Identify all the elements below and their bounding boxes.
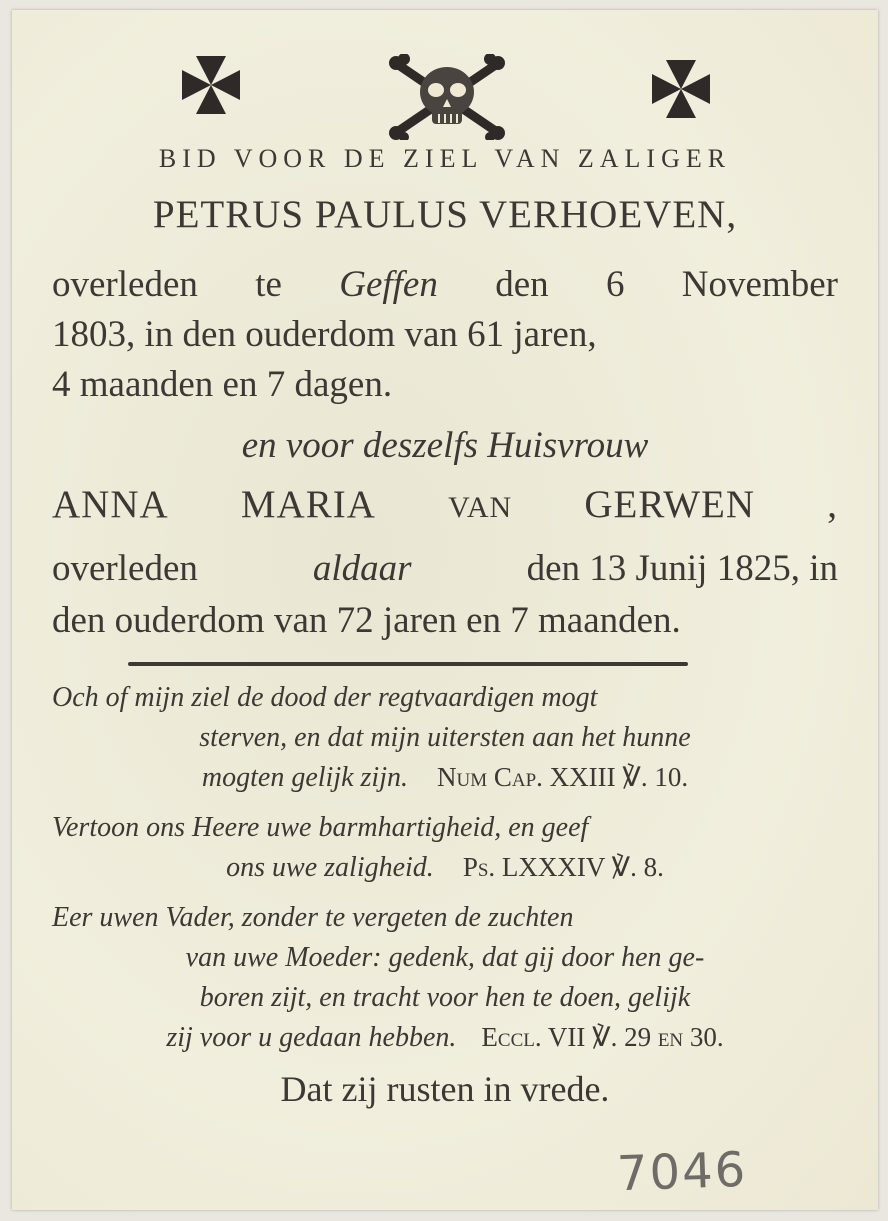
verse-3-reference: Eccl. VII ℣. 29 en 30. [481,1022,724,1052]
place-geffen: Geffen [339,264,438,305]
verse-3-line-4: zij voor u gedaan hebben. Eccl. VII ℣. 29 en 30. [166,1022,724,1053]
verse-1-line-3: mogten gelijk zijn. Num Cap. XXIII ℣. 10. [201,762,689,793]
verse-1-line-2: sterven, en dat mijn uitersten aan het hunne [199,722,691,753]
verse-3-line-2: van uwe Moeder: gedenk, dat gij door hen ge- [185,942,705,973]
verse-3-line-3: boren zijt, en tracht voor hen te doen, gelijk [199,982,691,1013]
cross-pattee-right-icon [648,56,714,122]
death-details-line-3: 4 maanden en 7 dagen. [52,364,393,405]
death-details-line-1 [52,263,838,306]
spouse-death-line-1: overleden aldaar den 13 Junij 1825, in [52,548,838,589]
word-den: den [495,264,549,305]
word-overleden: overleden [52,264,198,305]
death-details-line-2: 1803, in den ouderdom van 61 jaren, [52,314,597,355]
devotional-card [12,10,878,1210]
word-te: te [255,264,282,305]
verse-2-line-1: Vertoon ons Heere uwe barmhartigheid, en geef [52,812,589,843]
verse-2-reference: Ps. LXXXIV ℣. 8. [462,852,664,882]
verse-3-line-1: Eer uwen Vader, zonder te vergeten de zuchten [52,902,574,933]
cross-pattee-left-icon [178,52,244,118]
word-aldaar: aldaar [312,548,412,589]
verse-2-line-2: ons uwe zaligheid. Ps. LXXXIV ℣. 8. [226,852,664,883]
day-6: 6 [605,264,625,305]
month-november: November [681,264,838,305]
closing-line: Dat zij rusten in vrede. [280,1069,610,1109]
spouse-death-line-2: den ouderdom van 72 jaren en 7 maanden. [52,600,681,641]
deceased-name-1: PETRUS PAULUS VERHOEVEN, [152,193,738,236]
divider-rule [128,662,688,666]
catalog-number: 7046 [616,1141,749,1203]
skull-crossbones-icon [384,54,510,140]
deceased-name-2: ANNA MARIA VAN GERWEN , [52,483,838,526]
spouse-intro: en voor deszelfs Huisvrouw [241,425,649,466]
verse-1-reference: Num Cap. XXIII ℣. 10. [436,762,689,792]
verse-1-line-1: Och of mijn ziel de dood der regtvaardigen mogt [52,682,598,713]
header-line: BID VOOR DE ZIEL VAN ZALIGER [158,144,732,173]
